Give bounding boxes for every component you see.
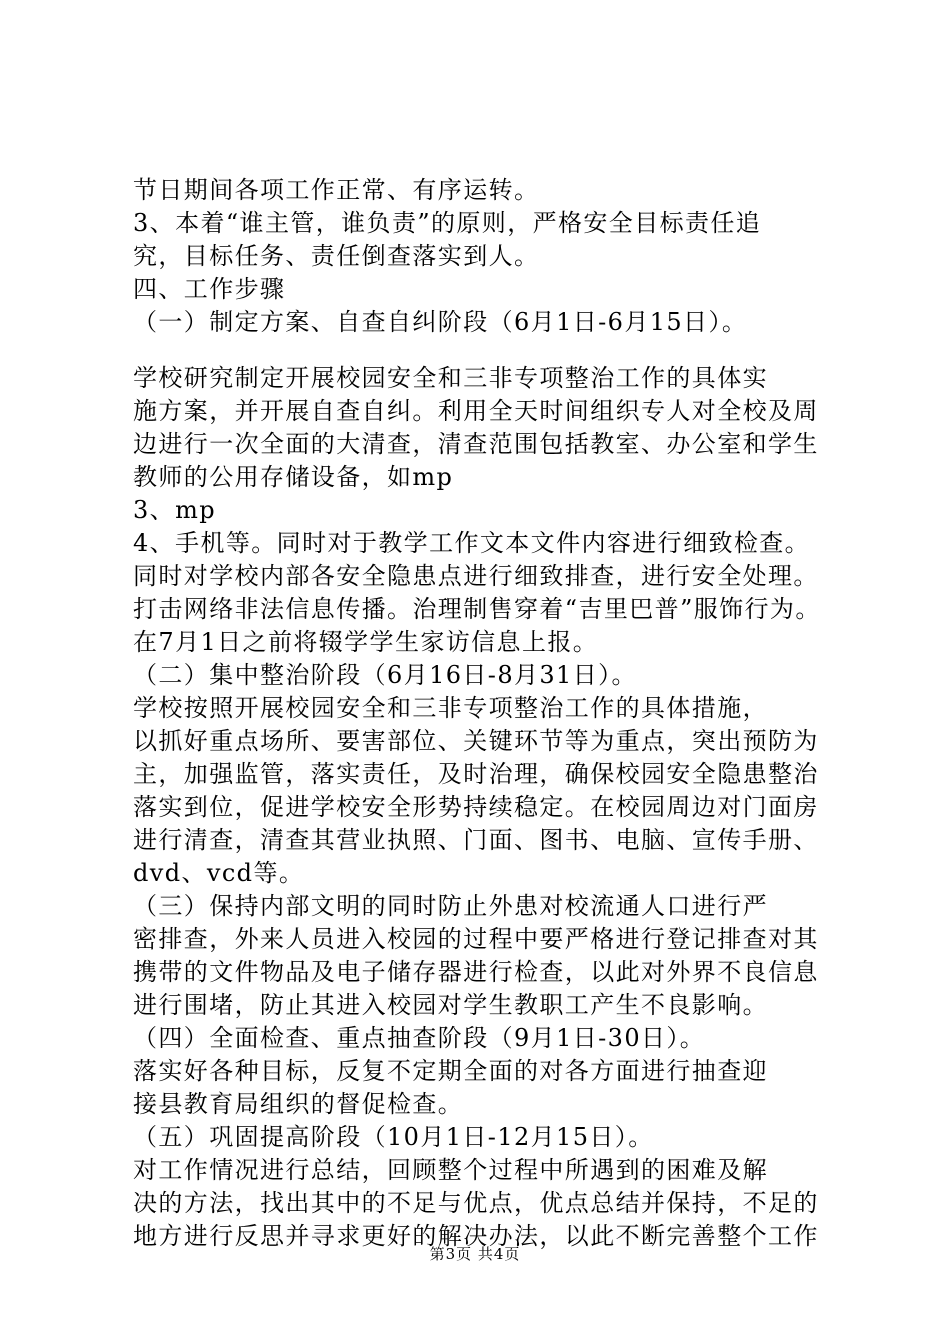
text-line: 学校按照开展校园安全和三非专项整治工作的具体措施，: [133, 694, 768, 722]
text-line: 学校研究制定开展校园安全和三非专项整治工作的具体实: [133, 364, 768, 392]
text-line: 在7月1日之前将辍学学生家访信息上报。: [133, 628, 599, 656]
text-line: 同时对学校内部各安全隐患点进行细致排查，进行安全处理。: [133, 562, 819, 590]
stage-heading: （三）保持内部文明的同时防止外患对校流通人口进行严: [133, 892, 768, 920]
text-line: 施方案，并开展自查自纠。利用全天时间组织专人对全校及周: [133, 397, 819, 425]
text-line: 究，目标任务、责任倒查落实到人。: [133, 242, 540, 270]
text-line: dvd、vcd等。: [133, 859, 305, 887]
text-line: 节日期间各项工作正常、有序运转。: [133, 176, 540, 204]
stage-heading: （五）巩固提高阶段（10月1日-12月15日）。: [133, 1123, 654, 1151]
text-line: 决的方法，找出其中的不足与优点，优点总结并保持，不足的: [133, 1189, 819, 1217]
text-line: 教师的公用存储设备，如mp: [133, 463, 454, 491]
text-line: 密排查，外来人员进入校园的过程中要严格进行登记排查对其: [133, 925, 819, 953]
page-number-footer: 第3页 共4页: [429, 1245, 521, 1263]
text-line: 进行围堵，防止其进入校园对学生教职工产生不良影响。: [133, 991, 768, 1019]
text-line: 地方进行反思并寻求更好的解决办法，以此不断完善整个工作: [133, 1222, 819, 1250]
text-line: 携带的文件物品及电子储存器进行检查，以此对外界不良信息: [133, 958, 819, 986]
text-line: 落实好各种目标，反复不定期全面的对各方面进行抽查迎: [133, 1057, 768, 1085]
stage-heading: （四）全面检查、重点抽查阶段（9月1日-30日）。: [133, 1024, 706, 1052]
text-line: 对工作情况进行总结，回顾整个过程中所遇到的困难及解: [133, 1156, 768, 1184]
text-line: 主，加强监管，落实责任，及时治理，确保校园安全隐患整治: [133, 760, 819, 788]
text-line: 以抓好重点场所、要害部位、关键环节等为重点，突出预防为: [133, 727, 819, 755]
text-line: 边进行一次全面的大清查，清查范围包括教室、办公室和学生: [133, 430, 819, 458]
text-line: 接县教育局组织的督促检查。: [133, 1090, 464, 1118]
stage-heading: （一）制定方案、自查自纠阶段（6月1日-6月15日）。: [133, 308, 748, 336]
section-heading: 四、工作步骤: [133, 275, 286, 303]
text-line: 打击网络非法信息传播。治理制售穿着“吉里巴普”服饰行为。: [133, 595, 821, 623]
text-line: 4、手机等。同时对于教学工作文本文件内容进行细致检查。: [133, 529, 811, 557]
text-line: 落实到位，促进学校安全形势持续稳定。在校园周边对门面房: [133, 793, 819, 821]
text-line: 3、mp: [133, 496, 216, 524]
stage-heading: （二）集中整治阶段（6月16日-8月31日）。: [133, 661, 637, 689]
text-line: 进行清查，清查其营业执照、门面、图书、电脑、宣传手册、: [133, 826, 819, 854]
text-line: 3、本着“谁主管，谁负责”的原则，严格安全目标责任追: [133, 209, 762, 237]
